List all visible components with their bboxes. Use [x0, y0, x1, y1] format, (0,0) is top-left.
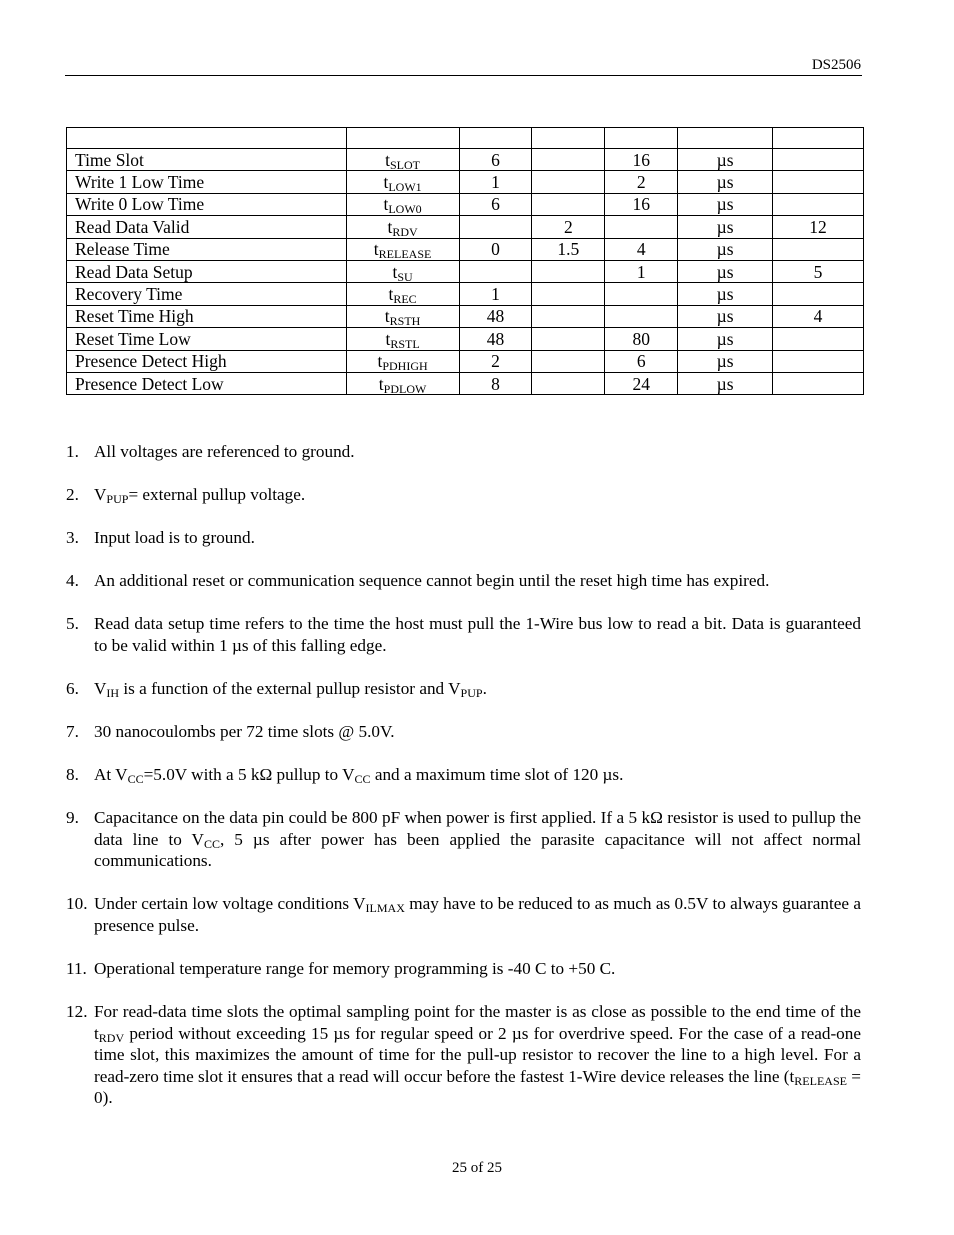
note-text: period without exceeding 15 µs for regular speed or 2 µs for overdrive speed. For the case of a read-one time slot, this maximizes the amount of time for the pull-up resistor to recover the line to a high level. For a read-zero time slot it ensures that a read will occur before the fastest 1-Wire device releases the line (t — [94, 1023, 861, 1086]
table-row — [67, 149, 864, 171]
cell-typ — [532, 328, 605, 350]
table-row — [67, 305, 864, 327]
cell-parameter: Write 1 Low Time — [67, 171, 347, 193]
cell-typ — [532, 171, 605, 193]
note-symbol-subscript: RDV — [98, 1030, 125, 1045]
cell-symbol — [346, 216, 459, 238]
cell-max — [605, 283, 678, 305]
cell-symbol — [346, 372, 459, 394]
cell-notes: 12 — [773, 216, 864, 238]
symbol-main: t — [384, 306, 390, 327]
note-item — [66, 441, 861, 463]
note-text: and a maximum time slot of 120 µs. — [370, 765, 624, 785]
note-text: An additional reset or communication sequence cannot begin until the reset high time has expired. — [94, 571, 770, 591]
cell-max: 1 — [605, 260, 678, 282]
cell-symbol — [346, 149, 459, 171]
cell-typ — [532, 372, 605, 394]
cell-max: 80 — [605, 328, 678, 350]
note-text: For read-data time slots the optimal sampling point for the master is as close as possible to the end time of the t — [94, 1002, 861, 1043]
cell-symbol — [346, 171, 459, 193]
symbol-main: t — [383, 172, 389, 193]
cell-max: 24 — [605, 372, 678, 394]
cell-symbol — [346, 283, 459, 305]
cell-notes — [773, 328, 864, 350]
cell-symbol — [346, 238, 459, 260]
cell-min: 48 — [459, 328, 532, 350]
cell-units: µs — [678, 216, 773, 238]
cell-notes — [773, 193, 864, 215]
cell-max: 2 — [605, 171, 678, 193]
note-item — [66, 527, 861, 549]
note-text: Capacitance on the data pin could be 800 pF when power is first applied. If a 5 kΩ resistor is used to pullup the data line to V — [94, 808, 861, 849]
note-text: At V — [94, 765, 128, 785]
cell-max: 16 — [605, 149, 678, 171]
note-symbol-subscript: CC — [203, 836, 220, 851]
note-number: 10. — [66, 894, 88, 914]
header-cell-units — [678, 128, 773, 149]
header-cell-typ — [532, 128, 605, 149]
cell-notes — [773, 149, 864, 171]
cell-typ: 2 — [532, 216, 605, 238]
cell-typ — [532, 193, 605, 215]
symbol-main: t — [378, 373, 384, 394]
symbol-subscript: PDLOW — [383, 381, 427, 396]
cell-min — [459, 216, 532, 238]
cell-notes: 4 — [773, 305, 864, 327]
note-text: = external pullup voltage. — [128, 485, 306, 505]
note-symbol-subscript: IH — [106, 685, 120, 700]
cell-notes: 5 — [773, 260, 864, 282]
note-number: 6. — [66, 678, 79, 698]
note-item — [66, 613, 861, 656]
cell-units: µs — [678, 350, 773, 372]
note-number: 7. — [66, 722, 79, 742]
note-item — [66, 678, 861, 700]
cell-symbol — [346, 193, 459, 215]
note-item — [66, 721, 861, 743]
cell-units: µs — [678, 283, 773, 305]
cell-min: 1 — [459, 283, 532, 305]
document-code: DS2506 — [811, 57, 861, 73]
symbol-subscript: RDV — [392, 224, 418, 239]
cell-parameter: Reset Time Low — [67, 328, 347, 350]
cell-units: µs — [678, 149, 773, 171]
note-text: All voltages are referenced to ground. — [94, 442, 355, 461]
cell-symbol — [346, 350, 459, 372]
cell-symbol — [346, 305, 459, 327]
notes-list — [66, 441, 861, 1130]
note-number: 2. — [66, 485, 79, 505]
header-cell-min — [459, 128, 532, 149]
note-text: Input load is to ground. — [94, 528, 255, 548]
note-symbol: V — [94, 678, 107, 698]
cell-max — [605, 216, 678, 238]
cell-notes — [773, 372, 864, 394]
note-symbol-subscript: CC — [127, 772, 144, 787]
symbol-subscript: LOW0 — [388, 202, 422, 217]
symbol-main: t — [377, 351, 383, 372]
note-symbol-subscript: PUP — [460, 685, 483, 700]
cell-parameter: Reset Time High — [67, 305, 347, 327]
symbol-subscript: LOW1 — [388, 180, 422, 195]
note-text: , 5 µs after power has been applied the parasite capacitance will not affect normal communications. — [94, 829, 862, 871]
timing-table — [66, 127, 864, 395]
cell-max: 16 — [605, 193, 678, 215]
note-symbol-subscript: CC — [354, 772, 371, 787]
cell-min: 48 — [459, 305, 532, 327]
table-row — [67, 260, 864, 282]
cell-notes — [773, 350, 864, 372]
note-symbol-subscript: ILMAX — [365, 901, 405, 916]
header-divider — [65, 75, 862, 76]
cell-max: 4 — [605, 238, 678, 260]
cell-symbol — [346, 328, 459, 350]
cell-typ — [532, 305, 605, 327]
cell-parameter: Recovery Time — [67, 283, 347, 305]
note-text: 30 nanocoulombs per 72 time slots @ 5.0V. — [94, 722, 395, 742]
note-number: 8. — [66, 765, 79, 785]
cell-parameter: Read Data Setup — [67, 260, 347, 282]
cell-units: µs — [678, 260, 773, 282]
symbol-subscript: PDHIGH — [382, 359, 428, 374]
symbol-subscript: RSTH — [389, 314, 421, 329]
cell-units: µs — [678, 171, 773, 193]
header-cell-symbol — [346, 128, 459, 149]
note-number: 3. — [66, 528, 79, 548]
cell-min: 0 — [459, 238, 532, 260]
note-text: =5.0V with a 5 kΩ pullup to V — [143, 765, 355, 785]
cell-typ: 1.5 — [532, 238, 605, 260]
note-text: = 0). — [94, 1066, 861, 1108]
cell-notes — [773, 283, 864, 305]
header-cell-max — [605, 128, 678, 149]
note-text: Operational temperature range for memory programming is -40 C to +50 C. — [94, 958, 616, 978]
symbol-subscript: RSTL — [390, 336, 420, 351]
symbol-main: t — [388, 284, 394, 305]
note-number: 1. — [66, 442, 79, 461]
note-text: is a function of the external pullup resistor and — [119, 678, 449, 698]
cell-units: µs — [678, 238, 773, 260]
cell-parameter: Read Data Valid — [67, 216, 347, 238]
note-item — [66, 570, 861, 592]
cell-typ — [532, 283, 605, 305]
cell-typ — [532, 149, 605, 171]
symbol-subscript: SU — [397, 269, 413, 284]
cell-units: µs — [678, 305, 773, 327]
symbol-subscript: REC — [393, 292, 417, 307]
table-row — [67, 283, 864, 305]
symbol-subscript: RELEASE — [378, 247, 432, 262]
cell-units: µs — [678, 372, 773, 394]
cell-min: 2 — [459, 350, 532, 372]
cell-min: 6 — [459, 193, 532, 215]
note-symbol: V — [448, 678, 461, 698]
cell-units: µs — [678, 193, 773, 215]
table-row — [67, 171, 864, 193]
note-item — [66, 893, 861, 936]
cell-parameter: Release Time — [67, 238, 347, 260]
note-item — [66, 484, 861, 506]
table-row — [67, 193, 864, 215]
cell-parameter: Write 0 Low Time — [67, 193, 347, 215]
page-number: 25 of 25 — [452, 1160, 502, 1176]
symbol-subscript: SLOT — [390, 157, 420, 172]
cell-notes — [773, 171, 864, 193]
cell-max: 6 — [605, 350, 678, 372]
table-row — [67, 372, 864, 394]
note-number: 11. — [66, 958, 87, 978]
table-row — [67, 350, 864, 372]
cell-parameter: Presence Detect Low — [67, 372, 347, 394]
note-item — [66, 958, 861, 980]
cell-parameter: Presence Detect High — [67, 350, 347, 372]
table-header-row — [67, 128, 864, 149]
note-symbol-subscript: RELEASE — [794, 1073, 847, 1088]
note-number: 4. — [66, 571, 79, 591]
note-text: Read data setup time refers to the time the host must pull the 1-Wire bus low to read a bit. Data is guaranteed to be valid within 1 µs of this falling edge. — [94, 614, 861, 655]
note-text: Under certain low voltage conditions V — [94, 894, 366, 914]
cell-units: µs — [678, 328, 773, 350]
cell-min: 1 — [459, 171, 532, 193]
note-item — [66, 1001, 861, 1109]
symbol-main: t — [385, 328, 391, 349]
header-cell-notes — [773, 128, 864, 149]
symbol-main: t — [385, 149, 390, 170]
note-number: 5. — [66, 614, 79, 634]
symbol-main: t — [387, 216, 393, 237]
cell-typ — [532, 260, 605, 282]
header-cell-parameter — [67, 128, 347, 149]
table-row — [67, 238, 864, 260]
note-text: may have to be reduced to as much as 0.5V to always guarantee a presence pulse. — [94, 894, 862, 935]
cell-parameter: Time Slot — [67, 149, 347, 171]
note-item — [66, 764, 861, 786]
symbol-main: t — [373, 239, 379, 260]
cell-min: 6 — [459, 149, 532, 171]
cell-max — [605, 305, 678, 327]
note-number: 9. — [66, 808, 79, 828]
symbol-main: t — [383, 194, 389, 215]
cell-symbol — [346, 260, 459, 282]
table-row — [67, 216, 864, 238]
cell-notes — [773, 238, 864, 260]
note-item — [66, 807, 861, 872]
table-row — [67, 328, 864, 350]
cell-typ — [532, 350, 605, 372]
note-text: . — [482, 678, 487, 698]
note-symbol-subscript: PUP — [106, 492, 129, 507]
symbol-main: t — [392, 261, 398, 282]
note-number: 12. — [66, 1002, 88, 1022]
note-symbol: V — [94, 485, 107, 505]
cell-min: 8 — [459, 372, 532, 394]
cell-min — [459, 260, 532, 282]
